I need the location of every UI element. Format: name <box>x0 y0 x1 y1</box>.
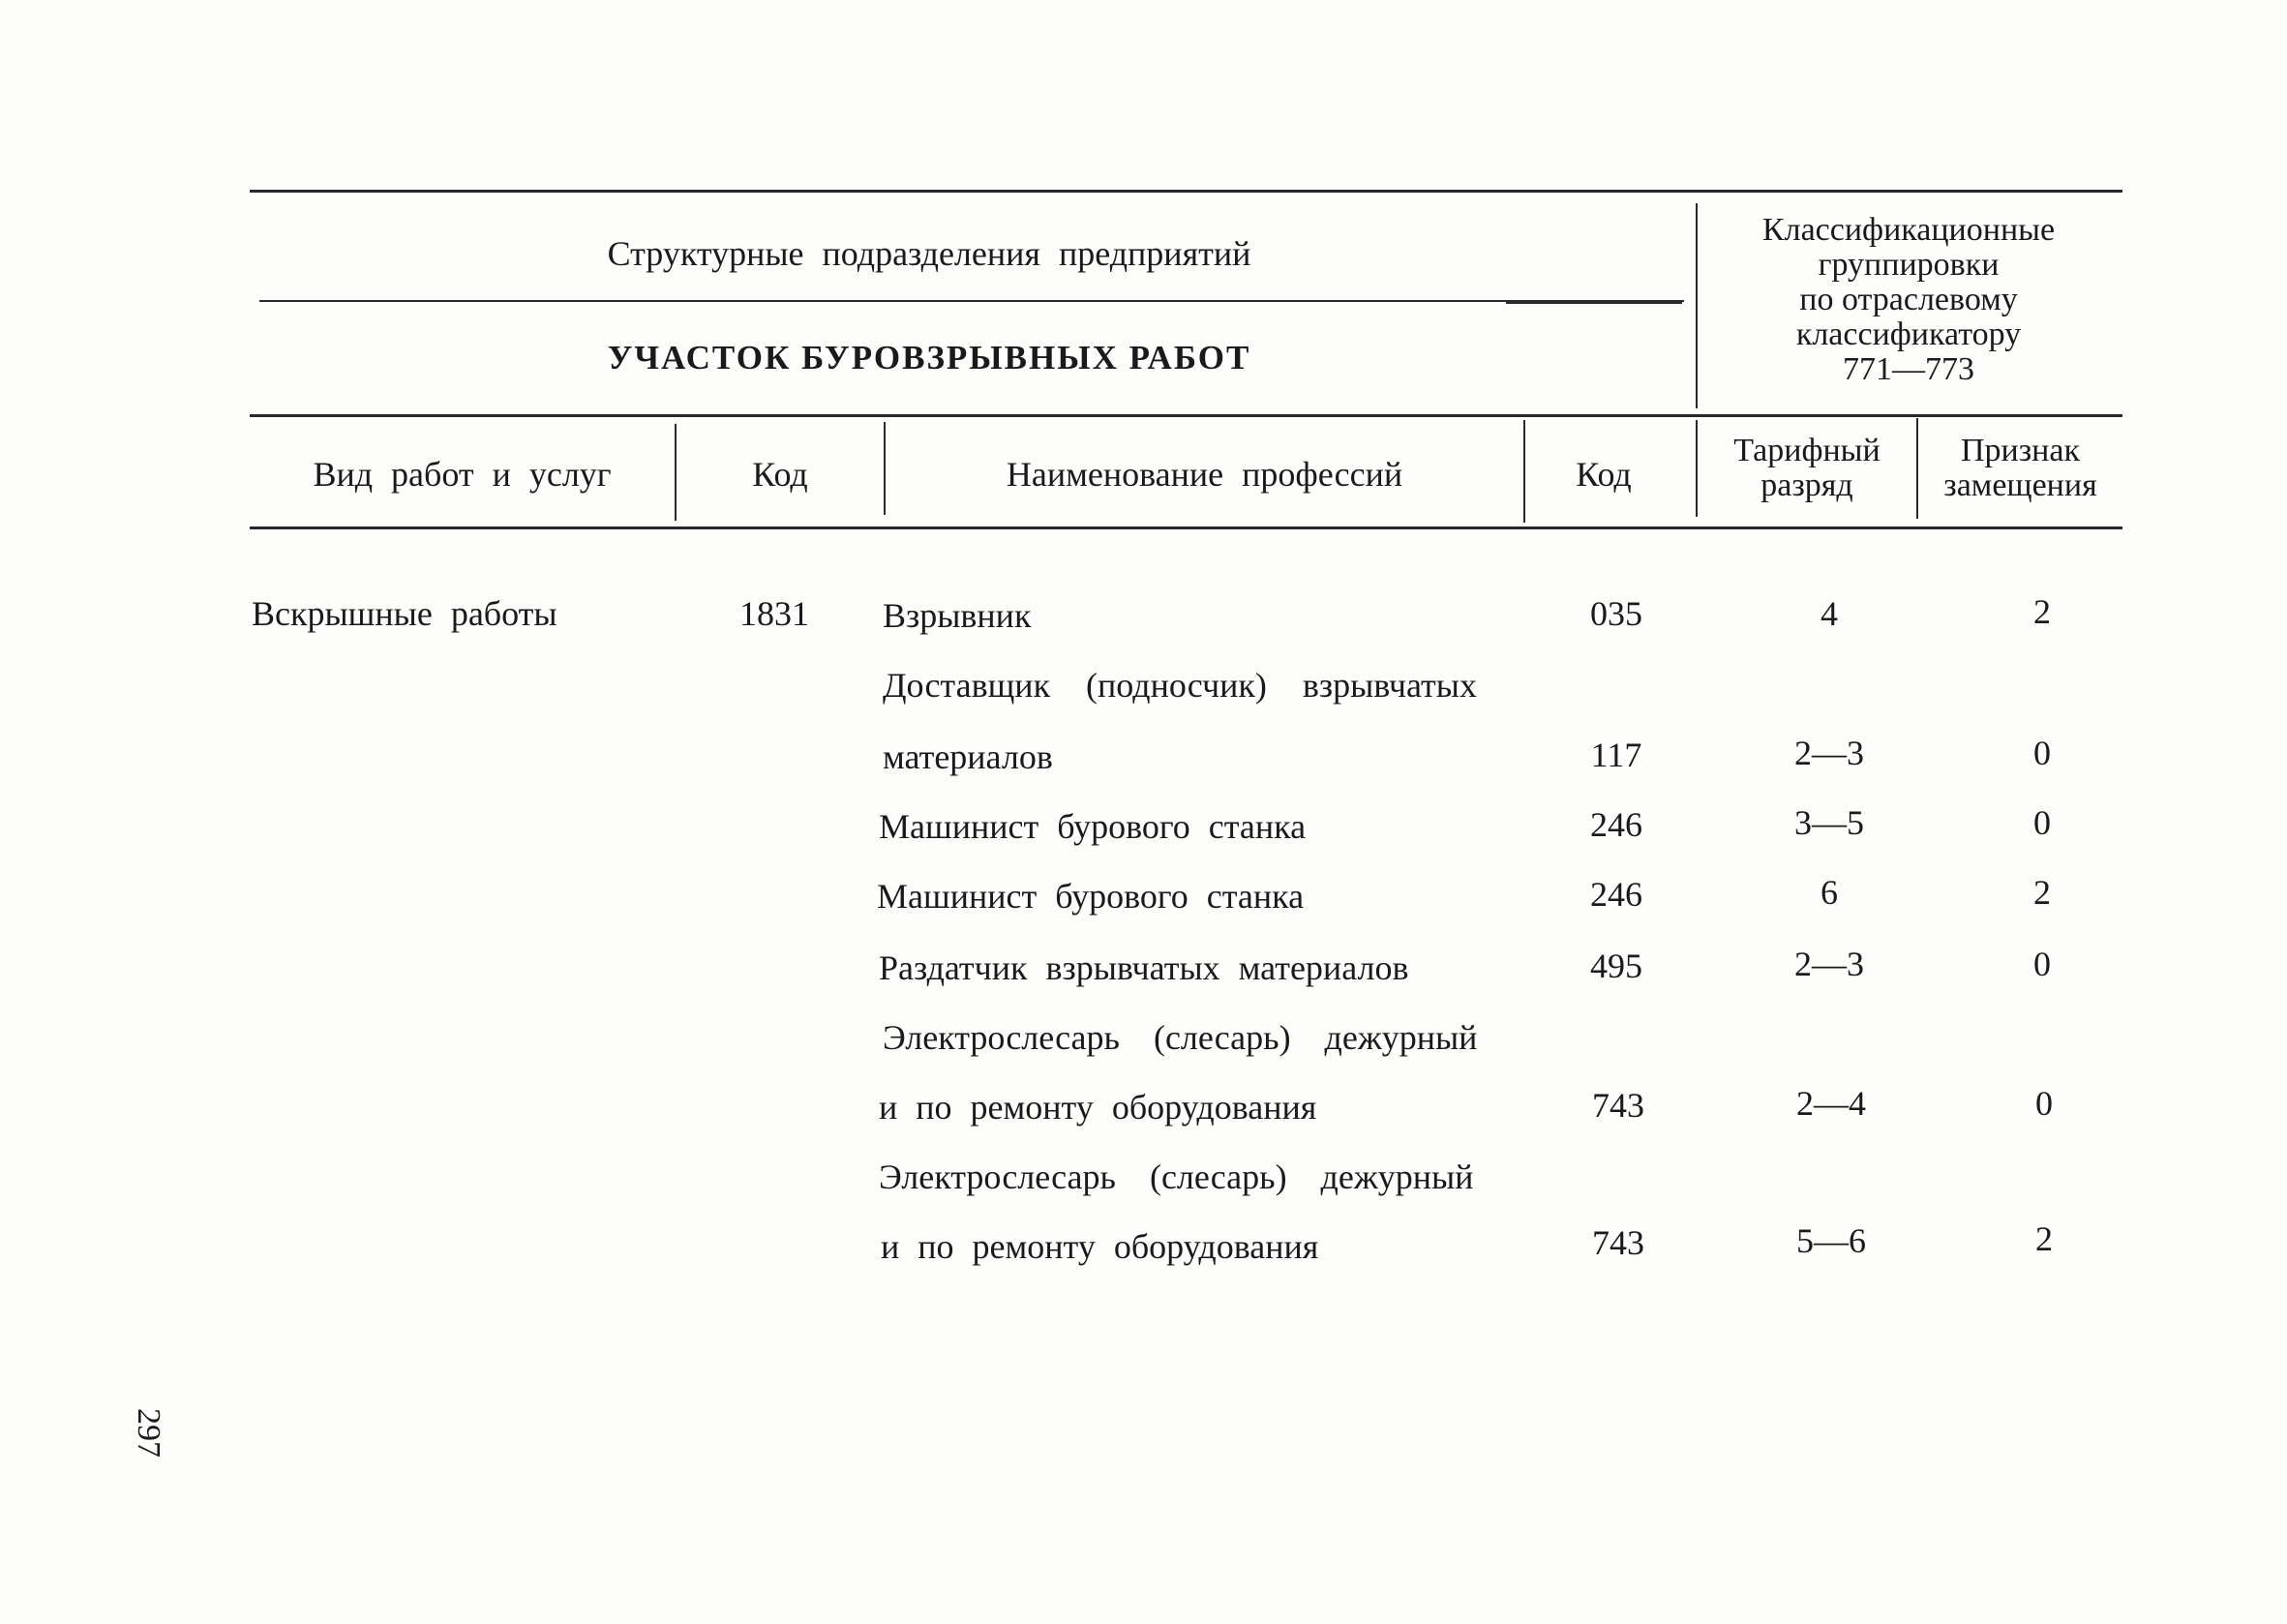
tariff-grade: 2—4 <box>1796 1084 1866 1123</box>
replacement-sign: 2 <box>2033 873 2051 912</box>
work-type-code: 1831 <box>739 594 809 633</box>
profession-name: Доставщик (подносчик) взрывчатых <box>883 666 1477 705</box>
profession-code: 117 <box>1590 736 1642 774</box>
replacement-sign: 0 <box>2033 803 2051 842</box>
tariff-grade: 5—6 <box>1796 1221 1866 1260</box>
classification-heading: Классификационные группировки по отраслевому классификатору 771—773 <box>1761 212 2056 387</box>
profession-name-cont: и по ремонту оборудования <box>881 1227 1319 1266</box>
replacement-sign: 2 <box>2035 1219 2053 1258</box>
profession-code: 495 <box>1590 947 1642 985</box>
tariff-grade: 4 <box>1821 594 1838 633</box>
col-header-profession-name: Наименование профессий <box>1006 455 1403 494</box>
replacement-sign: 0 <box>2033 734 2051 772</box>
work-type-name: Вскрышные работы <box>252 594 557 633</box>
col-header-work-type: Вид работ и услуг <box>313 455 612 494</box>
profession-code: 743 <box>1592 1086 1644 1125</box>
column-header-bottom-rule <box>250 526 2122 529</box>
profession-code: 246 <box>1590 805 1642 844</box>
profession-name: Раздатчик взрывчатых материалов <box>879 948 1409 987</box>
page-number: 297 <box>131 1408 166 1458</box>
profession-name-cont: материалов <box>883 737 1053 776</box>
profession-name: Машинист бурового станка <box>879 807 1307 846</box>
profession-code: 035 <box>1590 594 1642 633</box>
replacement-sign: 2 <box>2033 592 2051 631</box>
profession-name-cont: и по ремонту оборудования <box>879 1088 1317 1127</box>
profession-name: Электрослесарь (слесарь) дежурный <box>879 1158 1474 1196</box>
replacement-sign: 0 <box>2033 945 2051 983</box>
section-title: УЧАСТОК БУРОВЗРЫВНЫХ РАБОТ <box>607 339 1251 376</box>
structural-units-heading: Структурные подразделения предприятий <box>607 234 1251 273</box>
profession-name: Машинист бурового станка <box>877 877 1305 916</box>
col-header-profession-code: Код <box>1576 455 1632 494</box>
col-header-tariff: Тарифный разряд <box>1733 433 1881 503</box>
tariff-grade: 3—5 <box>1794 803 1864 842</box>
section-bottom-rule <box>250 414 2122 417</box>
profession-name: Электрослесарь (слесарь) дежурный <box>883 1018 1478 1057</box>
tariff-grade: 6 <box>1821 873 1838 912</box>
col-header-replacement: Признак замещения <box>1943 433 2097 503</box>
profession-code: 246 <box>1590 875 1642 914</box>
table-top-rule <box>250 190 2122 193</box>
replacement-sign: 0 <box>2035 1084 2053 1123</box>
profession-name: Взрывник <box>883 596 1032 635</box>
header-divider-rule <box>259 300 1684 302</box>
header-divider-rule-right <box>1506 302 1682 304</box>
col-header-work-code: Код <box>752 455 808 494</box>
tariff-grade: 2—3 <box>1794 945 1864 983</box>
tariff-grade: 2—3 <box>1794 734 1864 772</box>
profession-code: 743 <box>1592 1223 1644 1262</box>
